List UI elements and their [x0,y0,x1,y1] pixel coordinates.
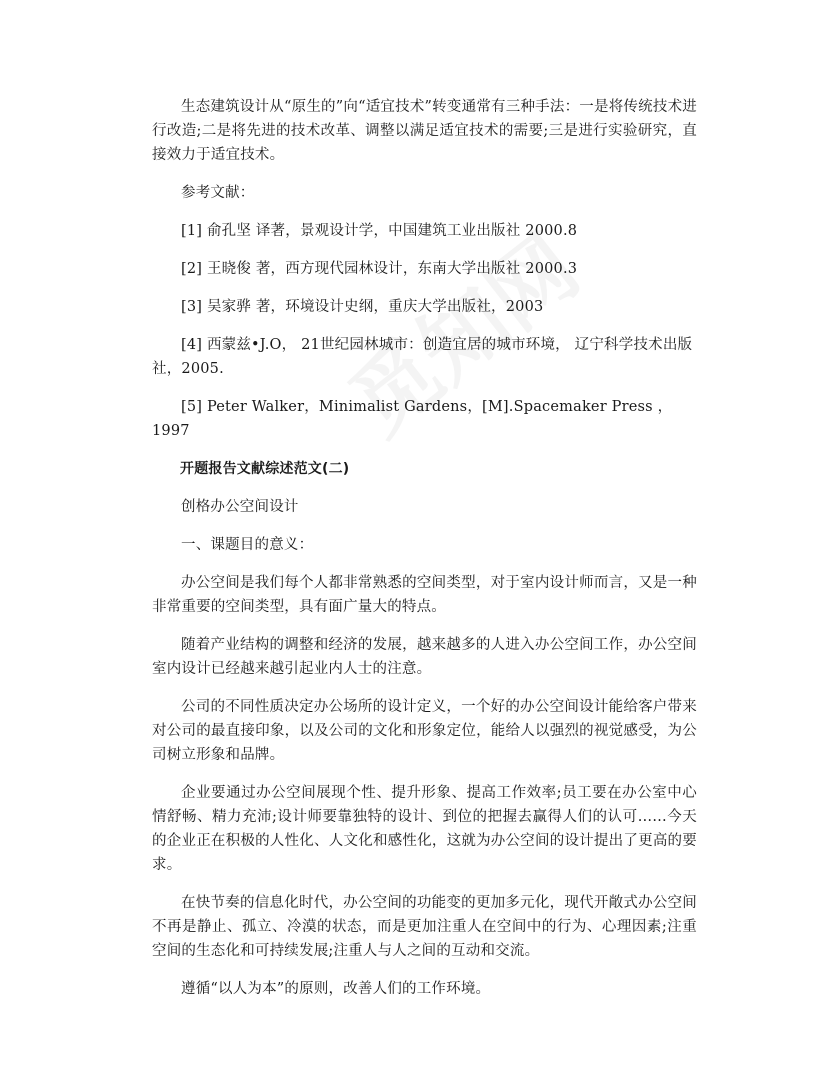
reference-item: [1] 俞孔坚 译著，景观设计学，中国建筑工业出版社 2000.8 [181,223,578,239]
intro-paragraph: 生态建筑设计从“原生的”向“适宜技术”转变通常有三种手法：一是将传统技术进行改造;二是将先进的技术改革、调整以满足适宜技术的需要;三是进行实验研究，直接效力于适宜技术。 [152,99,697,163]
body-paragraph: 办公空间是我们每个人都非常熟悉的空间类型，对于室内设计师而言，又是一种非常重要的空间类型，具有面广量大的特点。 [152,575,697,615]
subsection-title: 一、课题目的意义： [181,537,314,553]
reference-item: [3] 吴家骅 著，环境设计史纲，重庆大学出版社，2003 [181,299,544,315]
body-paragraph: 遵循“以人为本”的原则，改善人们的工作环境。 [181,981,491,997]
document-body [152,95,697,1015]
project-title: 创格办公空间设计 [181,499,299,515]
reference-item: [5] Peter Walker，Minimalist Gardens，[M].Spacemaker Press ，1997 [152,399,673,439]
reference-item: [4] 西蒙兹•J.O， 21世纪园林城市：创造宜居的城市环境， 辽宁科学技术出版社，2005. [152,337,693,377]
references-title: 参考文献： [181,185,255,201]
section-title: 开题报告文献综述范文(二) [180,461,350,477]
reference-item: [2] 王晓俊 著，西方现代园林设计，东南大学出版社 2000.3 [181,261,578,277]
body-paragraph: 随着产业结构的调整和经济的发展，越来越多的人进入办公空间工作，办公空间室内设计已经越来越引起业内人士的注意。 [152,637,697,677]
body-paragraph: 公司的不同性质决定办公场所的设计定义，一个好的办公空间设计能给客户带来对公司的最直接印象，以及公司的文化和形象定位，能给人以强烈的视觉感受，为公司树立形象和品牌。 [152,699,697,763]
body-paragraph: 企业要通过办公空间展现个性、提升形象、提高工作效率;员工要在办公室中心情舒畅、精力充沛;设计师要靠独特的设计、到位的把握去赢得人们的认可……今天的企业正在积极的人性化、人文化和感性化，这就为办公空间的设计提出了更高的要求。 [152,785,697,873]
body-paragraph: 在快节奏的信息化时代，办公空间的功能变的更加多元化，现代开敞式办公空间不再是静止、孤立、冷漠的状态，而是更加注重人在空间中的行为、心理因素;注重空间的生态化和可持续发展;注重人与人之间的互动和交流。 [152,895,697,959]
